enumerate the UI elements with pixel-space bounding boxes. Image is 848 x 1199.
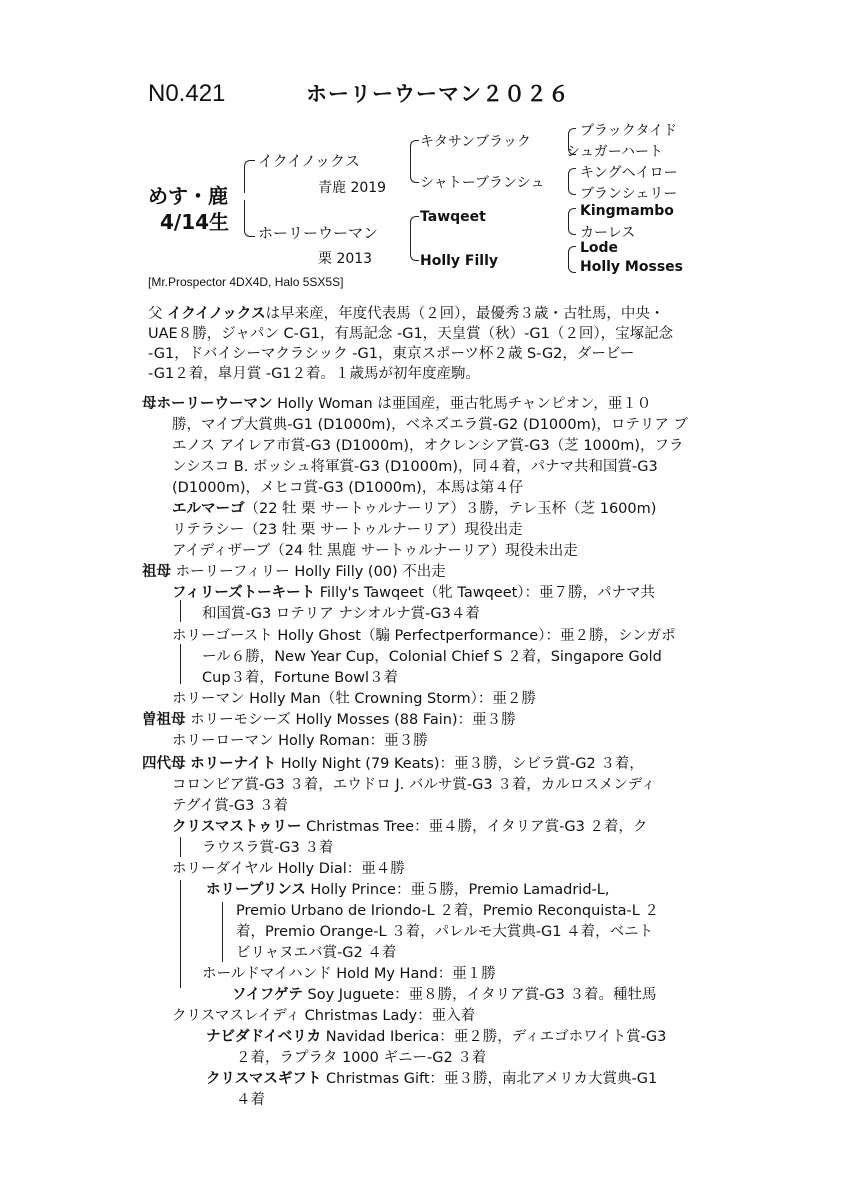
g4dam-name: ホリーナイト bbox=[190, 756, 277, 772]
dam-info: 栗 2013 bbox=[318, 251, 373, 267]
sire-line: は早来産，年度代表馬（２回），最優秀３歳・古牡馬，中央・ bbox=[265, 306, 665, 322]
foal-entry: アイディザーブ（24 牡 黒鹿 サートゥルナーリア）現役未出走 bbox=[172, 543, 578, 559]
foal-name: エルマーゴ bbox=[172, 501, 245, 517]
g3-2: シュガーハート bbox=[566, 144, 664, 160]
produce-entry bbox=[172, 818, 647, 836]
dam-line: エノス アイレア市賞-G3 (D1000m)，オクレンシア賞-G3（芝 1000m)，フラ bbox=[172, 438, 684, 454]
produce-line: Cup３着，Fortune Bowl３着 bbox=[202, 670, 398, 686]
sire-name: イクイノックス bbox=[258, 152, 360, 170]
g3dam-prefix: 曽祖母 bbox=[142, 712, 186, 728]
dam-section-name: ホーリーウーマン bbox=[156, 396, 273, 412]
foal-text: （22 牡 栗 サートゥルナーリア）３勝，テレ玉杯（芝 1600m) bbox=[244, 501, 657, 517]
produce-entry: ホリーマン Holly Man（牡 Crowning Storm）：亜２勝 bbox=[172, 691, 536, 707]
page-title: ホーリーウーマン２０２６ bbox=[306, 82, 570, 106]
produce-line: ラウスラ賞-G3 ３着 bbox=[202, 840, 334, 856]
g3-1: ブラックタイド bbox=[580, 123, 678, 139]
produce-line: ール６勝，New Year Cup，Colonial Chief S ２着，Singapore Gold bbox=[202, 649, 662, 665]
produce-line: Soy Juguete：亜８勝，イタリア賞-G3 ３着。種牡馬 bbox=[307, 987, 657, 1003]
g4dam-line: Holly Night (79 Keats)：亜３勝，シビラ賞-G2 ３着， bbox=[280, 756, 644, 772]
dam-prefix: 母 bbox=[142, 396, 157, 412]
lot-number: N0.421 bbox=[148, 80, 226, 107]
produce-entry: クリスマスレイディ Christmas Lady：亜入着 bbox=[172, 1008, 476, 1024]
dam-name: ホーリーウーマン bbox=[258, 224, 379, 242]
sire-line: -G1２着，皐月賞 -G1２着。１歳馬が初年度産駒。 bbox=[148, 366, 481, 382]
produce-line: Premio Urbano de Iriondo-L ２着，Premio Reconquista-L ２ bbox=[236, 903, 659, 919]
g4dam-prefix: 四代母 bbox=[142, 756, 186, 772]
produce-line: Christmas Tree：亜４勝，イタリア賞-G3 ２着，ク bbox=[306, 819, 648, 835]
produce-entry: ホリーローマン Holly Roman：亜３勝 bbox=[172, 733, 428, 749]
produce-entry bbox=[172, 584, 655, 602]
g4dam-line: テグイ賞-G3 ３着 bbox=[172, 798, 288, 814]
produce-name: フィリーズトーキート bbox=[172, 585, 316, 601]
g3-5: Kingmambo bbox=[580, 203, 674, 219]
sex-color: めす・鹿 bbox=[148, 184, 228, 208]
sire-line: UAE８勝，ジャパン C-G1，有馬記念 -G1，天皇賞（秋）-G1（２回），宝塚記念 bbox=[148, 326, 674, 342]
produce-entry bbox=[206, 1028, 666, 1046]
granddam-entry: ホーリーフィリー Holly Filly (00) 不出走 bbox=[175, 564, 446, 580]
g3-8: Holly Mosses bbox=[580, 259, 683, 275]
produce-line: 着，Premio Orange-L ３着，パレルモ大賞典-G1 ４着，ベニト bbox=[236, 924, 654, 940]
dam-line: ンシスコ B. ボッシュ将軍賞-G3 (D1000m)，同４着，パナマ共和国賞-G3 bbox=[172, 459, 658, 475]
dam-dam: Holly Filly bbox=[420, 253, 499, 269]
foal-entry: リテラシー（23 牡 栗 サートゥルナーリア）現役出走 bbox=[172, 522, 523, 538]
g3-6: カーレス bbox=[580, 225, 636, 241]
produce-line: Holly Prince：亜５勝，Premio Lamadrid-L, bbox=[310, 882, 610, 898]
sire-section-name: イクイノックス bbox=[167, 306, 266, 322]
produce-line: 和国賞-G3 ロテリア ナシオルナ賞-G3４着 bbox=[202, 606, 480, 622]
produce-entry: ホールドマイハンド Hold My Hand：亜１勝 bbox=[202, 966, 496, 982]
produce-line: Navidad Iberica：亜２勝，ディエゴホワイト賞-G3 bbox=[325, 1029, 667, 1045]
dam-line: (D1000m)，メヒコ賞-G3 (D1000m)，本馬は第４仔 bbox=[172, 480, 524, 496]
produce-name: ホリープリンス bbox=[206, 882, 306, 898]
g4dam-line: コロンビア賞-G3 ３着，エウドロ J. バルサ賞-G3 ３着，カルロスメンディ bbox=[172, 777, 656, 793]
produce-entry bbox=[232, 986, 656, 1004]
g3-3: キングヘイロー bbox=[580, 165, 678, 181]
birth-date: 4/14生 bbox=[160, 210, 230, 234]
produce-name: クリスマスギフト bbox=[206, 1071, 322, 1087]
sire-prefix: 父 bbox=[148, 306, 163, 322]
produce-entry: ホリーダイヤル Holly Dial：亜４勝 bbox=[172, 861, 405, 877]
dam-line: Holly Woman は亜国産，亜古牝馬チャンピオン，亜１０ bbox=[277, 396, 652, 412]
produce-name: ソイフゲテ bbox=[232, 987, 303, 1003]
produce-entry bbox=[206, 881, 609, 899]
g3dam-entry: ホリーモシーズ Holly Mosses (88 Fain)：亜３勝 bbox=[190, 712, 516, 728]
sire-dam: シャトーブランシュ bbox=[420, 175, 545, 191]
g3-4: ブランシェリー bbox=[580, 186, 678, 202]
sire-line: -G1，ドバイシーマクラシック -G1，東京スポーツ杯２歳 S-G2，ダービー bbox=[148, 346, 635, 362]
dam-sire: Tawqeet bbox=[420, 209, 486, 225]
produce-line: ビリャヌエバ賞-G2 ４着 bbox=[236, 945, 397, 961]
produce-entry: ホリーゴースト Holly Ghost（騸 Perfectperformance）：亜２勝，シンガポ bbox=[172, 628, 676, 644]
produce-name: ナビダドイベリカ bbox=[206, 1029, 322, 1045]
sire-sire: キタサンブラック bbox=[420, 134, 531, 150]
foal-entry bbox=[172, 500, 656, 518]
inbreeding-note: [Mr.Prospector 4DX4D, Halo 5SX5S] bbox=[148, 275, 344, 289]
sire-info: 青鹿 2019 bbox=[318, 180, 387, 196]
produce-name: クリスマストゥリー bbox=[172, 819, 302, 835]
produce-line: ２着，ラプラタ 1000 ギニー-G2 ３着 bbox=[236, 1050, 487, 1066]
dam-line: 勝，マイプ大賞典-G1 (D1000m)，ベネズエラ賞-G2 (D1000m)，ロテリア ブ bbox=[172, 417, 688, 433]
granddam-prefix: 祖母 bbox=[142, 564, 171, 580]
produce-line: Filly's Tawqeet（牝 Tawqeet）：亜７勝，パナマ共 bbox=[319, 585, 656, 601]
produce-entry bbox=[206, 1070, 657, 1088]
produce-line: Christmas Gift：亜３勝，南北アメリカ大賞典-G1 bbox=[326, 1071, 658, 1087]
produce-line: ４着 bbox=[236, 1092, 265, 1108]
g3-7: Lode bbox=[580, 240, 619, 256]
